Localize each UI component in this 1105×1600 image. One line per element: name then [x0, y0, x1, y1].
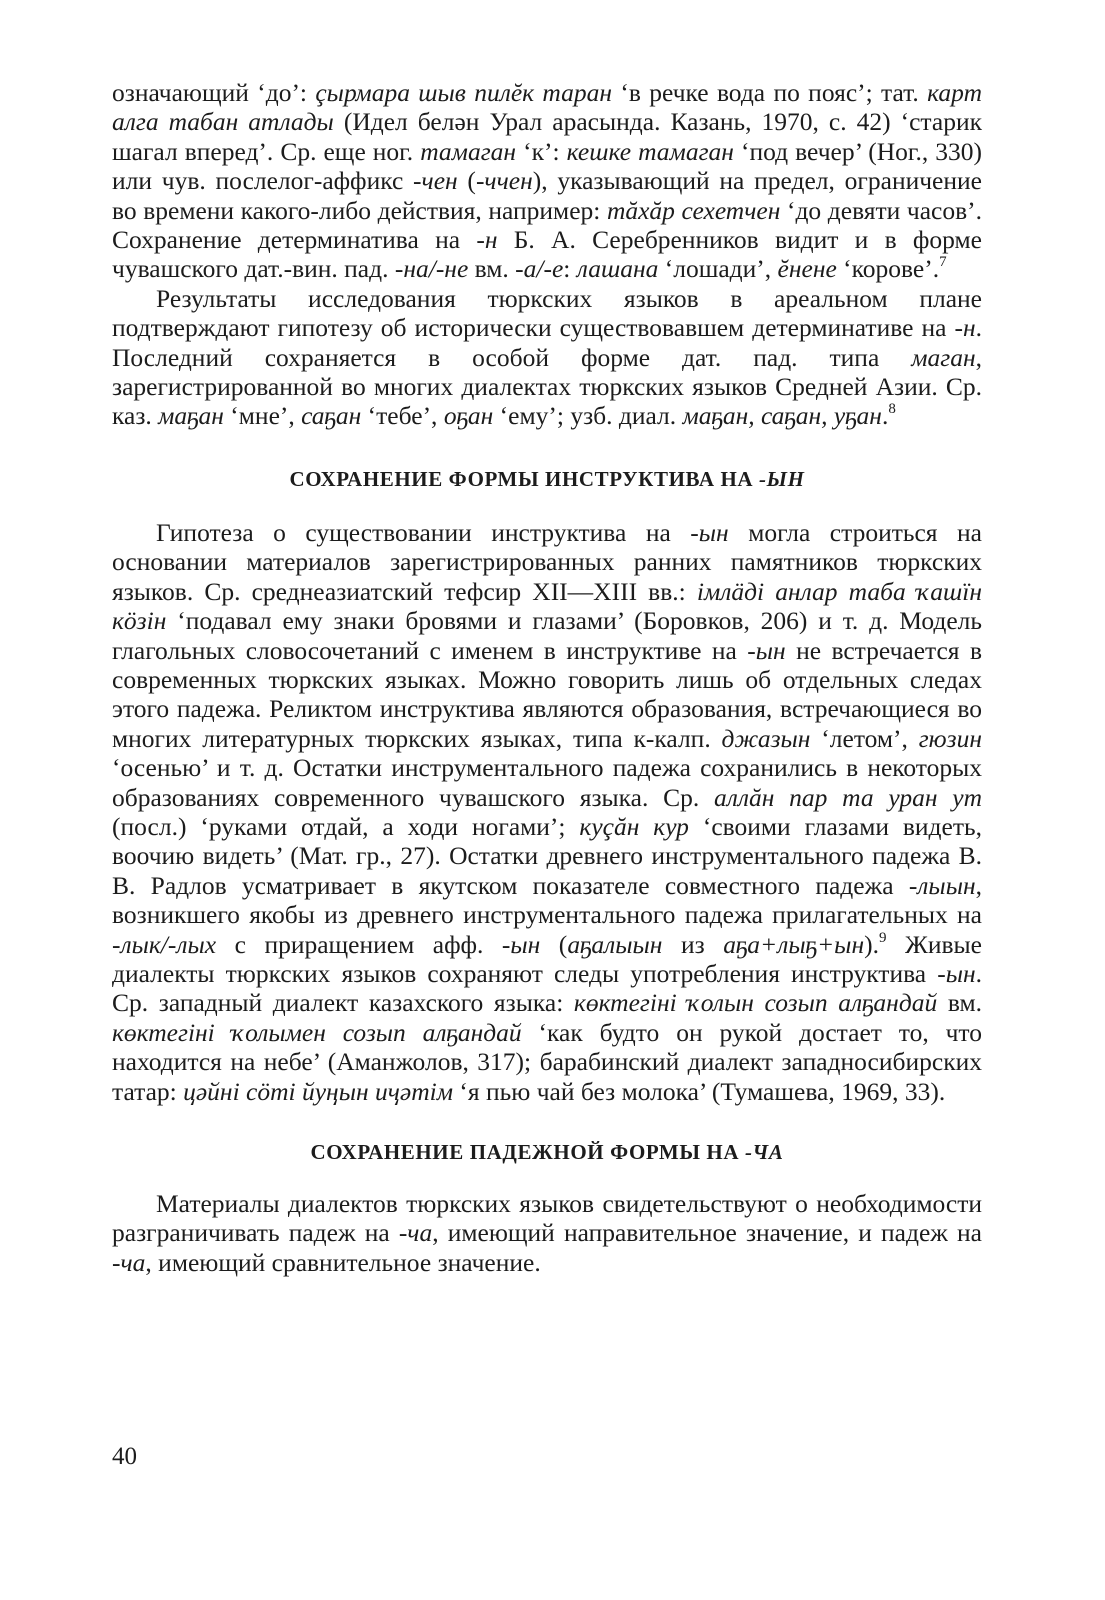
text-run: вм. — [937, 988, 982, 1018]
paragraph-3 — [112, 518, 982, 1106]
italic-example: гюзин — [918, 723, 982, 753]
italic-example: маҕан — [158, 401, 224, 431]
italic-example: тамаган — [420, 136, 517, 166]
text-run: означающий ‘до’: — [112, 78, 316, 107]
italic-example: саҕан — [301, 401, 362, 431]
footnote-ref: 8 — [888, 401, 896, 418]
text-run: из — [662, 929, 724, 959]
italic-example: оҕан — [443, 401, 494, 431]
italic-example: імлäді анлар таба ҡашïн кöзін — [112, 576, 982, 636]
text-run: ‘до девяти часов’. Сохранение детерминатива на — [112, 195, 983, 255]
text-run: ‘корове’. — [836, 254, 940, 284]
italic-example: аллăн пар та уран ут — [714, 782, 982, 812]
italic-example: -н — [954, 313, 976, 343]
italic-example: кешке тамаган — [566, 136, 734, 166]
text-run: могла строиться на основании материалов зарегистрированных ранних памятников тюркских языков. Ср. среднеазиатский тефсир XII—XIII вв.: — [112, 517, 982, 606]
text-run: , зарегистрированной во многих диалектах тюркских языков Средней Азии. Ср. каз. — [112, 342, 982, 431]
italic-example: ĕнене — [777, 254, 837, 284]
italic-example: көктегіні ҡолымен созып алҕандай — [112, 1017, 522, 1047]
text-run: ), указывающий на предел, ограничение во времени какого-либо действия, например: — [112, 166, 982, 225]
italic-example: -ын — [937, 958, 976, 988]
italic-example: -ын — [501, 929, 541, 959]
text-run: , имеющий сравнительное значение. — [145, 1247, 541, 1277]
text-run: Б. А. Серебренников видит и в форме чувашского дат.-вин. пад. — [112, 225, 982, 284]
text-run: ). — [864, 929, 879, 959]
italic-example: -а/-е — [515, 254, 564, 284]
text-run: Материалы диалектов тюркских языков свидетельствуют о необходимости разграничивать падеж на — [112, 1189, 982, 1248]
section-heading-case-form — [112, 1139, 982, 1165]
text-run: ( — [457, 166, 476, 196]
italic-example: аҕа+лыҕ+ын — [723, 929, 865, 959]
section-heading-text: СОХРАНЕНИЕ ФОРМЫ ИНСТРУКТИВА НА — [289, 466, 760, 491]
italic-example: -ын — [690, 517, 729, 547]
text-run: Гипотеза о существовании инструктива на — [156, 517, 691, 547]
italic-example: -лыын — [908, 870, 976, 900]
text-run: ‘подавал ему знаки бровями и глазами’ (Боровков, 206) и т. д. Модель глагольных словосочетаний с именем в инструктиве на — [112, 606, 982, 665]
text-run: ‘под вечер’ (Ног., 330) или чув. послелог-аффикс — [112, 136, 982, 196]
italic-example: көктегіні ҡолын созып алҕандай — [573, 988, 938, 1018]
text-column — [112, 78, 982, 1277]
italic-example: маҕан, саҕан, уҕан — [682, 401, 882, 431]
italic-example: -ча — [398, 1218, 433, 1248]
italic-example: -н — [476, 225, 498, 255]
text-run: . Последний сохраняется в особой форме дат. пад. типа — [112, 313, 982, 372]
italic-example: -ча — [112, 1247, 146, 1277]
text-run: ‘я пью чай без молока’ (Тумашева, 1969, 33). — [453, 1076, 946, 1106]
text-run: Результаты исследования тюркских языков в ареальном плане подтверждают гипотезу об исторически существовавшем детерминативе на — [112, 283, 982, 343]
section-heading-suffix: -ЫН — [759, 466, 805, 491]
footnote-ref: 9 — [878, 929, 887, 946]
paragraph-1 — [112, 78, 982, 284]
text-run: Живые диалекты тюркских языков сохраняют следы употребления инструктива — [112, 929, 982, 988]
text-run: ‘к’: — [516, 136, 567, 166]
text-run: ‘в речке вода по пояс’; тат. — [612, 78, 928, 107]
text-run: ‘осенью’ и т. д. Остатки инструментального падежа сохранились в некоторых образованиях современного чувашского языка. Ср. — [112, 753, 982, 812]
italic-example: çырмара шыв пилĕк таран — [315, 78, 613, 107]
footnote-ref: 7 — [939, 254, 947, 271]
italic-example: -чен — [413, 166, 458, 196]
paragraph-2 — [112, 284, 982, 431]
text-run: не встречается в современных тюркских языках. Можно говорить лишь об отдельных следах этого падежа. Реликтом инструктива являются образования, встречающиеся во многих литературных тюркских языках, типа к-калп. — [112, 635, 982, 753]
italic-example: лашана — [576, 254, 659, 284]
italic-example: -на/-не — [394, 254, 469, 284]
italic-example: маган — [911, 342, 976, 372]
section-heading-suffix: -ЧА — [744, 1140, 784, 1164]
section-heading-text: СОХРАНЕНИЕ ПАДЕЖНОЙ ФОРМЫ НА — [310, 1140, 745, 1164]
italic-example: аҕалыын — [567, 929, 663, 959]
text-run: . Ср. западный диалект казахского языка: — [112, 958, 982, 1018]
italic-example: карт алга табан атлады — [112, 78, 982, 137]
italic-example: -лык/-лых — [112, 929, 217, 959]
text-run: ‘своими глазами видеть, воочию видеть’ (Мат. гр., 27). Остатки древнего инструментального падежа В. В. Радлов усматривает в якутском показателе совместного падежа — [112, 811, 983, 900]
text-run: ( — [540, 929, 568, 959]
section-heading-instructive — [112, 466, 982, 492]
text-run: с приращением афф. — [216, 929, 502, 959]
italic-example: джазын — [721, 723, 811, 753]
text-run: . — [881, 401, 889, 431]
paragraph-4 — [112, 1189, 982, 1277]
italic-example: куçăн кур — [579, 811, 689, 841]
text-run: : — [563, 254, 577, 284]
italic-example: цәйні сӧті йуңын иҷәтім — [183, 1076, 454, 1106]
text-run: (Идел белән Урал арасында. Казань, 1970, с. 42) ‘старик шагал вперед’. Ср. еще ног. — [112, 107, 982, 166]
text-run: вм. — [468, 254, 516, 284]
text-run: ‘тебе’, — [361, 401, 444, 431]
text-run: ‘ему’; узб. диал. — [493, 401, 683, 431]
text-run: ‘как будто он рукой достает то, что находится на небе’ (Аманжолов, 317); барабинский диалект западносибирских татар: — [112, 1017, 982, 1106]
text-run: ‘мне’, — [223, 401, 302, 431]
italic-example: -ын — [747, 635, 786, 665]
text-run: , имеющий направительное значение, и падеж на — [432, 1218, 982, 1248]
text-run: ‘летом’, — [810, 723, 919, 753]
page-number: 40 — [112, 1443, 137, 1470]
text-run: ‘лошади’, — [658, 254, 778, 284]
italic-example: тăхăр сехетчен — [606, 195, 781, 225]
text-run: (посл.) ‘руками отдай, а ходи ногами’; — [112, 811, 580, 841]
italic-example: -ччен — [475, 166, 533, 196]
text-run: , возникшего якобы из древнего инструментального падежа прилагательных на — [112, 870, 982, 930]
